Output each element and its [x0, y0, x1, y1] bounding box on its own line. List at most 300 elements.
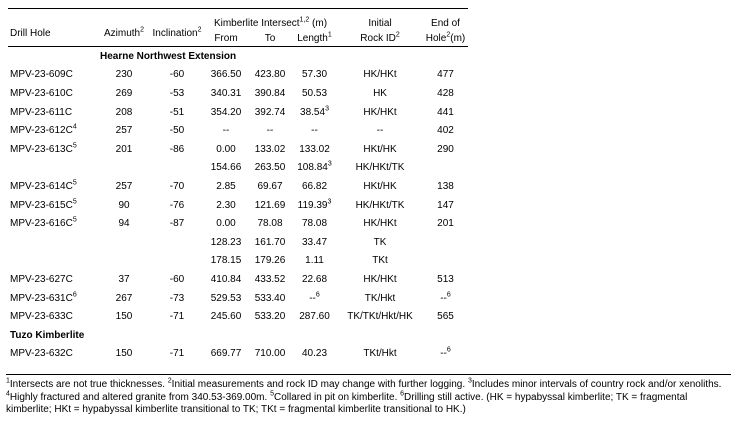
cell-end-of-hole-value: 201 [437, 218, 454, 230]
header-eoh-label-1: End of [431, 18, 460, 29]
footnote-text: Intersects are not true thicknesses. [9, 379, 168, 390]
cell-to [248, 289, 292, 308]
cell-azimuth-value: 267 [115, 292, 133, 304]
cell-rock-id-value: TKt [372, 255, 388, 267]
header-initial-label-1: Initial [368, 18, 392, 29]
table-row [8, 66, 468, 85]
cell-inclination-value: -53 [169, 87, 185, 99]
cell-rock-id [337, 196, 423, 215]
cell-length-value: 50.53 [301, 87, 328, 99]
cell-end-of-hole [423, 252, 468, 271]
cell-to [248, 196, 292, 215]
cell-length-sup: 6 [315, 291, 320, 299]
cell-length-value: 22.68 [301, 273, 328, 285]
cell-from [204, 121, 248, 140]
cell-rock-id-value: HK/HKt/TK [355, 162, 405, 174]
cell-from [204, 159, 248, 178]
cell-length [292, 345, 337, 364]
cell-drill-hole [8, 345, 98, 364]
cell-azimuth-value: 257 [115, 180, 133, 192]
header-inclination [150, 9, 204, 47]
footnote-marker: 2 [167, 377, 172, 385]
cell-from-value: -- [222, 125, 230, 137]
cell-drill-hole [8, 66, 98, 85]
cell-to-value: 433.52 [254, 273, 286, 285]
cell-rock-id-value: HK/HKt/TK [355, 199, 405, 211]
footnote-marker: 4 [6, 390, 10, 398]
cell-from-value: 128.23 [210, 236, 242, 248]
cell-drill-hole-sup: 5 [72, 142, 77, 150]
cell-drill-hole [8, 270, 98, 289]
cell-drill-hole [8, 159, 98, 178]
cell-end-of-hole [423, 307, 468, 326]
cell-end-of-hole-value: 138 [437, 180, 454, 192]
header-from [204, 29, 248, 47]
cell-azimuth [98, 345, 150, 364]
footnote-text: Collared in pit on kimberlite. [273, 391, 401, 403]
cell-end-of-hole [423, 84, 468, 103]
cell-to [248, 103, 292, 122]
cell-inclination-value: -60 [169, 273, 185, 285]
cell-end-of-hole [423, 121, 468, 140]
cell-end-of-hole [423, 66, 468, 85]
cell-inclination [150, 270, 204, 289]
cell-rock-id-value: HKt/HK [363, 143, 397, 155]
cell-drill-hole-sup: 5 [72, 198, 77, 206]
cell-length-value: 57.30 [301, 69, 328, 81]
cell-length [292, 66, 337, 85]
header-initial-line2 [337, 29, 423, 47]
cell-drill-hole-value: MPV-23-614C [10, 180, 73, 192]
footnote-marker: 5 [270, 390, 274, 398]
cell-drill-hole [8, 252, 98, 271]
header-eoh-line1 [423, 9, 468, 30]
table-row [8, 84, 468, 103]
cell-from [204, 289, 248, 308]
cell-end-of-hole-value: 441 [437, 106, 454, 118]
cell-rock-id [337, 121, 423, 140]
cell-inclination-value: -70 [169, 180, 185, 192]
cell-to-value: 133.02 [254, 143, 286, 155]
cell-rock-id-value: TKt/Hkt [363, 348, 397, 360]
cell-from [204, 270, 248, 289]
header-initial-line1 [337, 9, 423, 30]
cell-length [292, 214, 337, 233]
cell-drill-hole [8, 140, 98, 159]
header-azimuth [98, 9, 150, 47]
cell-inclination-value: -87 [169, 218, 185, 230]
header-drill-hole-label: Drill Hole [10, 28, 51, 39]
cell-drill-hole [8, 289, 98, 308]
cell-inclination [150, 214, 204, 233]
cell-drill-hole-value: MPV-23-609C [10, 69, 73, 81]
cell-drill-hole-sup: 4 [72, 123, 77, 131]
cell-azimuth [98, 84, 150, 103]
cell-drill-hole [8, 307, 98, 326]
cell-inclination [150, 345, 204, 364]
cell-inclination [150, 66, 204, 85]
table-body [8, 47, 468, 364]
table-row [8, 214, 468, 233]
cell-length-value: -- [311, 125, 318, 137]
cell-to-value: 78.08 [257, 218, 283, 230]
header-azimuth-label: Azimuth [103, 28, 141, 39]
cell-rock-id [337, 252, 423, 271]
cell-length-sup: 3 [325, 105, 329, 113]
cell-drill-hole [8, 233, 98, 252]
cell-from-value: 529.53 [210, 292, 242, 304]
header-length [292, 29, 337, 47]
cell-inclination [150, 177, 204, 196]
cell-end-of-hole-value: -- [440, 292, 447, 304]
cell-inclination [150, 289, 204, 308]
cell-azimuth-value: 94 [118, 218, 130, 230]
cell-drill-hole [8, 214, 98, 233]
header-initial-sup: 2 [395, 31, 400, 39]
footnote-marker: 1 [6, 377, 10, 385]
header-kimberlite-sup: 1,2 [299, 16, 310, 24]
cell-to-value: -- [266, 125, 274, 137]
footnote-text: Drilling still active. (HK = hypabyssal kimberlite; TK = fragmental kimberlite; HKt = hypabyssal kimberlite transitional to TK; TKt = fragmental kimberlite transitional to HK.) [6, 391, 688, 415]
cell-inclination [150, 252, 204, 271]
cell-drill-hole-value: MPV-23-627C [10, 273, 73, 285]
cell-length [292, 177, 337, 196]
cell-end-of-hole [423, 196, 468, 215]
cell-from [204, 140, 248, 159]
cell-from-value: 410.84 [210, 273, 242, 285]
cell-to-value: 423.80 [254, 69, 286, 81]
cell-to [248, 252, 292, 271]
cell-to [248, 66, 292, 85]
table-row [8, 121, 468, 140]
footnote-text: Highly fractured and altered granite from 340.53-369.00m. [9, 391, 271, 403]
cell-length [292, 84, 337, 103]
table-row [8, 252, 468, 271]
cell-azimuth [98, 252, 150, 271]
cell-to [248, 84, 292, 103]
cell-azimuth [98, 103, 150, 122]
table-row [8, 270, 468, 289]
footnote-text: Initial measurements and rock ID may change with further logging. [171, 379, 468, 390]
cell-end-of-hole [423, 233, 468, 252]
cell-drill-hole [8, 84, 98, 103]
cell-drill-hole [8, 121, 98, 140]
cell-from [204, 233, 248, 252]
cell-length [292, 289, 337, 308]
cell-from [204, 214, 248, 233]
cell-rock-id [337, 307, 423, 326]
cell-inclination [150, 121, 204, 140]
cell-rock-id-value: HK/HKt [363, 218, 397, 230]
cell-inclination [150, 103, 204, 122]
cell-azimuth-value: 257 [115, 125, 133, 137]
cell-azimuth-value: 201 [115, 143, 133, 155]
table-row [8, 307, 468, 326]
cell-from [204, 66, 248, 85]
cell-end-of-hole-value: 513 [437, 273, 454, 285]
cell-rock-id [337, 66, 423, 85]
cell-to [248, 270, 292, 289]
cell-from [204, 196, 248, 215]
section-hearne-title: Hearne Northwest Extension [100, 50, 237, 62]
cell-rock-id [337, 233, 423, 252]
cell-to-value: 263.50 [254, 162, 286, 174]
footnote-marker: 6 [400, 390, 405, 398]
cell-end-of-hole [423, 270, 468, 289]
header-drill-hole [8, 9, 98, 47]
cell-azimuth [98, 140, 150, 159]
cell-drill-hole [8, 196, 98, 215]
footnotes [6, 374, 731, 417]
cell-from-value: 154.66 [210, 162, 242, 174]
cell-length [292, 196, 337, 215]
table-row [8, 196, 468, 215]
cell-to [248, 177, 292, 196]
section-hearne [8, 47, 468, 66]
cell-inclination-value: -51 [169, 106, 185, 118]
cell-length-value: 1.11 [305, 255, 324, 267]
cell-to-value: 533.20 [254, 311, 286, 323]
cell-azimuth [98, 289, 150, 308]
cell-rock-id [337, 159, 423, 178]
cell-from-value: 366.50 [210, 69, 242, 81]
header-to [248, 29, 292, 47]
table-row [8, 289, 468, 308]
cell-length-value: 38.54 [300, 106, 326, 118]
cell-rock-id-value: HK/HKt [363, 69, 397, 81]
cell-to-value: 392.74 [254, 106, 286, 118]
header-inclination-label: Inclination [152, 28, 198, 39]
cell-from [204, 177, 248, 196]
drill-results-table [8, 8, 468, 363]
cell-rock-id-value: TK/TKt/Hkt/HK [347, 311, 413, 323]
cell-length-value: 108.84 [297, 162, 328, 174]
cell-from-value: 0.00 [216, 143, 236, 155]
cell-drill-hole-value: MPV-23-610C [10, 87, 73, 99]
header-inclination-sup: 2 [197, 26, 202, 34]
cell-from-value: 178.15 [210, 255, 242, 267]
cell-drill-hole-value: MPV-23-632C [10, 348, 73, 360]
cell-to [248, 233, 292, 252]
table-row [8, 103, 468, 122]
cell-length-value: 133.02 [299, 143, 330, 155]
cell-from [204, 252, 248, 271]
cell-drill-hole-value: MPV-23-615C [10, 199, 73, 211]
cell-inclination-value: -50 [169, 125, 185, 137]
cell-to [248, 307, 292, 326]
cell-azimuth [98, 196, 150, 215]
cell-end-of-hole-value: 402 [437, 125, 454, 137]
cell-length-value: 40.23 [301, 348, 328, 360]
drill-results-table-wrapper [8, 8, 468, 363]
cell-rock-id-value: TK [373, 236, 387, 248]
table-row [8, 177, 468, 196]
cell-end-of-hole-value: -- [440, 348, 447, 360]
table-row [8, 345, 468, 364]
cell-from [204, 345, 248, 364]
header-azimuth-sup: 2 [140, 26, 145, 34]
cell-length [292, 307, 337, 326]
cell-to-value: 161.70 [254, 236, 286, 248]
cell-length [292, 233, 337, 252]
cell-end-of-hole-value: 290 [437, 143, 454, 155]
cell-azimuth-value: 150 [115, 311, 133, 323]
cell-length [292, 121, 337, 140]
cell-from [204, 307, 248, 326]
cell-end-of-hole [423, 177, 468, 196]
cell-from [204, 103, 248, 122]
cell-length-value: 78.08 [301, 218, 328, 230]
cell-from-value: 2.30 [216, 199, 236, 211]
header-from-label: From [214, 33, 238, 44]
cell-end-of-hole [423, 159, 468, 178]
cell-to [248, 140, 292, 159]
cell-rock-id-value: -- [376, 125, 384, 137]
cell-azimuth [98, 307, 150, 326]
cell-from-value: 245.60 [210, 311, 242, 323]
cell-rock-id [337, 140, 423, 159]
table-row [8, 233, 468, 252]
cell-to-value: 533.40 [254, 292, 286, 304]
header-length-sup: 1 [327, 31, 332, 39]
cell-inclination-value: -86 [169, 143, 185, 155]
cell-azimuth [98, 66, 150, 85]
table-row [8, 159, 468, 178]
cell-drill-hole-sup: 6 [72, 291, 77, 299]
cell-to [248, 345, 292, 364]
cell-end-of-hole-value: 147 [437, 199, 454, 211]
cell-end-of-hole-value: 477 [437, 69, 454, 81]
cell-to-value: 710.00 [254, 348, 286, 360]
cell-drill-hole-value: MPV-23-633C [10, 311, 73, 323]
cell-azimuth [98, 233, 150, 252]
cell-inclination-value: -60 [169, 69, 185, 81]
cell-to [248, 159, 292, 178]
cell-end-of-hole-sup: 6 [446, 291, 451, 299]
cell-inclination [150, 84, 204, 103]
cell-drill-hole-value: MPV-23-613C [10, 143, 73, 155]
cell-inclination [150, 159, 204, 178]
header-eoh-line2 [423, 29, 468, 47]
cell-to-value: 69.67 [257, 180, 283, 192]
section-tuzo-title: Tuzo Kimberlite [10, 329, 85, 341]
cell-from-value: 340.31 [210, 87, 242, 99]
cell-end-of-hole [423, 214, 468, 233]
cell-azimuth-value: 90 [118, 199, 130, 211]
header-eoh-sup: 2 [446, 31, 451, 39]
cell-to [248, 214, 292, 233]
header-eoh-label-2: Hole [425, 33, 447, 44]
cell-inclination [150, 196, 204, 215]
cell-rock-id [337, 103, 423, 122]
cell-azimuth-value: 230 [115, 69, 133, 81]
header-kimberlite-label: Kimberlite Intersect [213, 18, 300, 29]
cell-rock-id [337, 84, 423, 103]
cell-rock-id-value: HK/HKt [363, 106, 397, 118]
cell-drill-hole-value: MPV-23-612C [10, 125, 73, 137]
cell-from-value: 669.77 [210, 348, 242, 360]
footnote-marker: 3 [467, 377, 472, 385]
cell-from-value: 2.85 [216, 180, 236, 192]
cell-azimuth [98, 121, 150, 140]
cell-rock-id [337, 345, 423, 364]
cell-inclination [150, 233, 204, 252]
cell-length [292, 270, 337, 289]
cell-from-value: 0.00 [216, 218, 236, 230]
cell-end-of-hole [423, 103, 468, 122]
cell-azimuth-value: 37 [118, 273, 130, 285]
header-length-label: Length [297, 33, 328, 44]
cell-end-of-hole-value: 428 [437, 87, 454, 99]
cell-azimuth-value: 208 [115, 106, 133, 118]
cell-length-value: 119.39 [297, 199, 328, 211]
cell-inclination-value: -76 [169, 199, 185, 211]
cell-end-of-hole-value: 565 [437, 311, 454, 323]
cell-to-value: 121.69 [254, 199, 286, 211]
cell-drill-hole-value: MPV-23-616C [10, 218, 73, 230]
cell-from [204, 84, 248, 103]
header-eoh-unit: (m) [450, 33, 466, 44]
cell-drill-hole [8, 103, 98, 122]
cell-length-sup: 3 [327, 198, 332, 206]
header-initial-label-2: Rock ID [360, 33, 396, 44]
cell-drill-hole-sup: 5 [72, 216, 77, 224]
cell-length-value: -- [309, 292, 316, 304]
cell-inclination-value: -71 [169, 311, 185, 323]
cell-rock-id [337, 177, 423, 196]
cell-drill-hole [8, 177, 98, 196]
cell-length-value: 33.47 [301, 236, 328, 248]
cell-inclination [150, 140, 204, 159]
cell-inclination [150, 307, 204, 326]
cell-azimuth [98, 159, 150, 178]
cell-inclination-value: -71 [169, 348, 185, 360]
cell-drill-hole-value: MPV-23-611C [10, 106, 73, 118]
cell-to-value: 390.84 [254, 87, 286, 99]
cell-rock-id-value: HKt/HK [363, 180, 397, 192]
cell-azimuth-value: 150 [115, 348, 133, 360]
cell-end-of-hole [423, 345, 468, 364]
cell-length-value: 66.82 [301, 180, 328, 192]
cell-from-value: 354.20 [210, 106, 242, 118]
table-header [8, 9, 468, 47]
cell-rock-id [337, 214, 423, 233]
cell-end-of-hole [423, 289, 468, 308]
section-tuzo [8, 326, 468, 345]
cell-rock-id [337, 289, 423, 308]
cell-azimuth [98, 177, 150, 196]
cell-to [248, 121, 292, 140]
header-to-label: To [264, 33, 276, 44]
table-row [8, 140, 468, 159]
cell-length [292, 252, 337, 271]
footnote-text: Includes minor intervals of country rock and/or xenoliths. [471, 379, 722, 390]
cell-rock-id [337, 270, 423, 289]
cell-length [292, 159, 337, 178]
cell-to-value: 179.26 [254, 255, 286, 267]
cell-length-value: 287.60 [299, 311, 330, 323]
cell-azimuth [98, 270, 150, 289]
cell-length-sup: 3 [327, 161, 332, 169]
cell-azimuth-value: 269 [115, 87, 133, 99]
cell-length [292, 140, 337, 159]
cell-length [292, 103, 337, 122]
cell-end-of-hole [423, 140, 468, 159]
cell-drill-hole-sup: 5 [72, 179, 77, 187]
cell-end-of-hole-sup: 6 [446, 346, 451, 354]
cell-azimuth [98, 214, 150, 233]
header-kimberlite-unit: (m) [309, 18, 328, 29]
